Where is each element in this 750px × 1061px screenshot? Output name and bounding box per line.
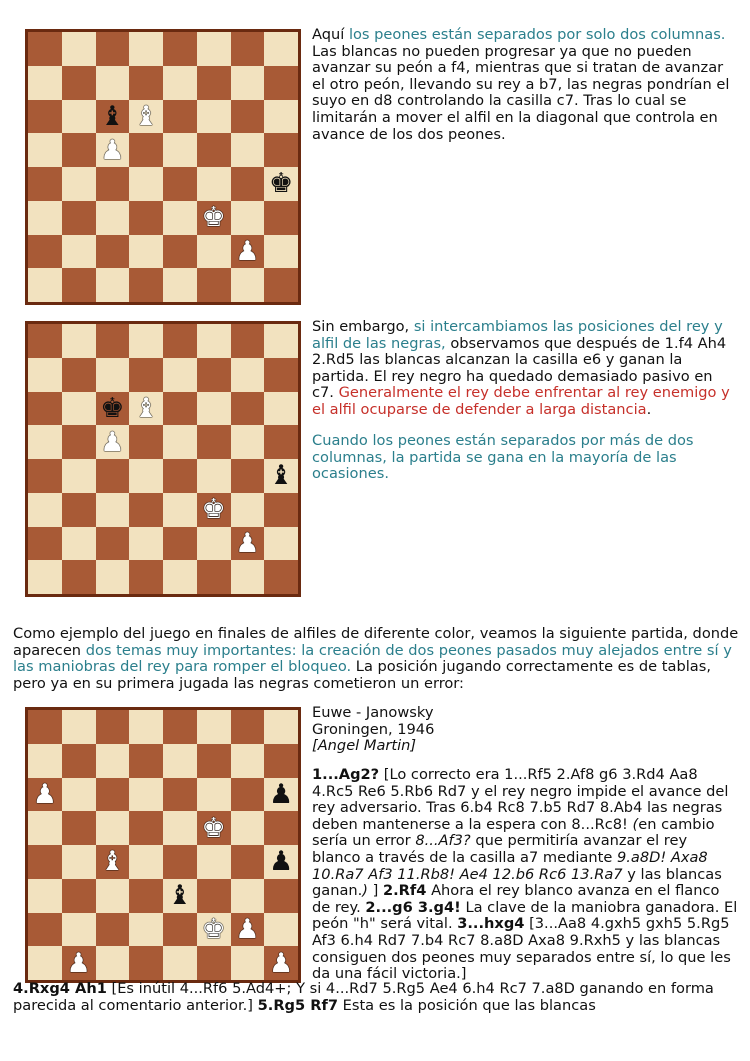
square-d6 [129,778,163,812]
square-d1 [129,946,163,980]
square-c3 [96,201,130,235]
square-a2 [28,913,62,947]
square-g2 [231,913,265,947]
square-b3 [62,493,96,527]
square-a7 [28,358,62,392]
square-f4 [197,167,231,201]
square-h3 [264,493,298,527]
square-b7 [62,66,96,100]
black-pawn-icon: ♟ [269,778,294,810]
comment-7: y las blancas ganan. [312,865,722,900]
square-c7 [96,744,130,778]
square-g5 [231,133,265,167]
square-a6 [28,778,62,812]
black-bishop-icon: ♝ [167,880,192,912]
square-h5 [264,425,298,459]
square-g7 [231,744,265,778]
square-f7 [197,66,231,100]
square-f7 [197,744,231,778]
move-2: 2.Rf4 [382,882,427,900]
square-h8 [264,710,298,744]
white-pawn-icon: ♟ [235,527,260,559]
square-b8 [62,710,96,744]
square-e7 [163,66,197,100]
square-e3 [163,879,197,913]
square-c2 [96,913,130,947]
square-f2 [197,913,231,947]
square-e7 [163,358,197,392]
p4-text-b: La posición jugando correctamente es de tablas, pero ya en su primera jugada las negras cometieron un error: [13,658,711,692]
square-c4 [96,167,130,201]
square-h8 [264,32,298,66]
square-c4 [96,845,130,879]
square-c1 [96,268,130,302]
move-6: 5.Rg5 Rf7 [257,996,338,1014]
square-f2 [197,235,231,269]
game-players: Euwe - Janowsky [312,704,434,721]
square-e6 [163,778,197,812]
white-king-icon: ♚ [201,202,226,234]
square-a6 [28,100,62,134]
square-b5 [62,425,96,459]
square-f4 [197,845,231,879]
square-d7 [129,744,163,778]
square-e4 [163,459,197,493]
square-c5 [96,425,130,459]
black-pawn-icon: ♟ [269,846,294,878]
square-h6 [264,100,298,134]
p2-warning: Generalmente el rey debe enfrentar al rey enemigo y el alfil ocuparse de defender a larga distancia [312,384,730,418]
square-d3 [129,493,163,527]
square-e7 [163,744,197,778]
move-4: 3...hxg4 [457,915,525,933]
square-e3 [163,493,197,527]
square-a3 [28,201,62,235]
comment-4: 8...Af3? [415,832,471,850]
comment-10: Ahora el rey blanco avanza en el flanco de rey. [312,882,720,916]
square-h4 [264,845,298,879]
black-bishop-icon: ♝ [269,460,294,492]
square-g3 [231,201,265,235]
square-b8 [62,324,96,358]
square-b5 [62,811,96,845]
square-d3 [129,879,163,913]
square-h1 [264,560,298,594]
square-h2 [264,527,298,561]
square-g6 [231,100,265,134]
square-a1 [28,268,62,302]
p1-highlight: los peones están separados por solo dos columnas. [348,26,726,43]
square-b3 [62,201,96,235]
square-e8 [163,32,197,66]
square-b2 [62,235,96,269]
square-d5 [129,811,163,845]
square-g8 [231,324,265,358]
square-g4 [231,167,265,201]
white-pawn-icon: ♟ [269,947,294,979]
square-c3 [96,879,130,913]
square-d2 [129,235,163,269]
square-b2 [62,527,96,561]
square-h3 [264,201,298,235]
square-b7 [62,744,96,778]
square-c8 [96,324,130,358]
square-d8 [129,324,163,358]
square-h6 [264,392,298,426]
square-a1 [28,560,62,594]
square-c7 [96,358,130,392]
square-e2 [163,235,197,269]
square-c2 [96,527,130,561]
square-f6 [197,100,231,134]
square-b1 [62,946,96,980]
square-f1 [197,560,231,594]
paragraph-1 [312,27,737,143]
game-moves [312,767,738,983]
square-d4 [129,845,163,879]
square-a2 [28,527,62,561]
square-e6 [163,100,197,134]
square-b3 [62,879,96,913]
square-a8 [28,710,62,744]
square-d6 [129,100,163,134]
square-d5 [129,425,163,459]
square-c6 [96,100,130,134]
square-f6 [197,392,231,426]
square-g1 [231,946,265,980]
square-c3 [96,493,130,527]
square-c1 [96,946,130,980]
square-b6 [62,100,96,134]
square-e5 [163,133,197,167]
square-e2 [163,527,197,561]
white-king-icon: ♚ [201,494,226,526]
square-b6 [62,778,96,812]
square-c2 [96,235,130,269]
comment-2: ( [632,815,639,833]
square-e1 [163,268,197,302]
square-d5 [129,133,163,167]
square-f4 [197,459,231,493]
square-g7 [231,358,265,392]
square-a4 [28,167,62,201]
square-h1 [264,268,298,302]
square-a4 [28,845,62,879]
white-pawn-icon: ♟ [100,426,125,458]
square-c6 [96,778,130,812]
square-d4 [129,459,163,493]
square-g4 [231,845,265,879]
square-f6 [197,778,231,812]
square-g2 [231,527,265,561]
square-b5 [62,133,96,167]
game-annotator: [Angel Martin] [312,737,417,755]
square-a1 [28,946,62,980]
square-h4 [264,167,298,201]
square-f3 [197,493,231,527]
p2-highlight: si intercambiamos las posiciones del rey y alfil de las negras, [312,318,723,352]
square-f5 [197,425,231,459]
square-d8 [129,710,163,744]
square-a5 [28,133,62,167]
comment-11: La clave de la maniobra ganadora. El peón "h" será vital. [312,898,738,933]
square-h7 [264,66,298,100]
square-d2 [129,527,163,561]
square-d8 [129,32,163,66]
square-b1 [62,268,96,302]
square-a7 [28,66,62,100]
move-1: 1...Ag2? [312,766,380,783]
square-b2 [62,913,96,947]
square-b7 [62,358,96,392]
p4-text-a: Como ejemplo del juego en finales de alfiles de diferente color, veamos la siguiente partida, donde aparecen [13,625,739,659]
p2-text-a: Sin embargo, [312,318,414,335]
square-c5 [96,133,130,167]
p2-text-c: . [646,400,652,418]
p2-text-b: observamos que después de 1.f4 Ah4 2.Rd5 las blancas alcanzan la casilla e6 y ganan la partida. El rey negro ha quedado demasiado pasivo en c7. [312,334,727,402]
black-king-icon: ♚ [100,392,125,424]
square-g1 [231,560,265,594]
square-d7 [129,358,163,392]
square-g6 [231,392,265,426]
square-c8 [96,32,130,66]
square-f7 [197,358,231,392]
square-c6 [96,392,130,426]
comment-14: Esta es la posición que las blancas [337,996,596,1014]
square-d1 [129,268,163,302]
comment-13: [Es inútil 4...Rf6 5.Ad4+; Y si 4...Rd7 5.Rg5 Ae4 6.h4 Rc7 7.a8D ganando en forma parecida al comentario anterior.] [13,980,714,1014]
square-g8 [231,32,265,66]
square-d1 [129,560,163,594]
square-d7 [129,66,163,100]
square-f1 [197,268,231,302]
white-pawn-icon: ♟ [66,947,91,979]
white-pawn-icon: ♟ [100,134,125,166]
square-h2 [264,913,298,947]
square-c7 [96,66,130,100]
p1-text-a: Aquí [312,26,349,43]
square-h6 [264,778,298,812]
paragraph-3: Cuando los peones están separados por más de dos columnas, la partida se gana en la mayoría de las ocasiones. [312,432,694,483]
square-a6 [28,392,62,426]
square-f5 [197,133,231,167]
square-f3 [197,201,231,235]
black-bishop-icon: ♝ [100,100,125,132]
square-h7 [264,744,298,778]
p4-highlight: dos temas muy importantes: la creación de dos peones pasados muy alejados entre sí y las maniobras del rey para romper el bloqueo. [13,641,732,676]
square-e2 [163,913,197,947]
move-5: 4.Rxg4 Ah1 [13,980,107,997]
square-e1 [163,560,197,594]
square-f3 [197,879,231,913]
square-e5 [163,425,197,459]
square-b1 [62,560,96,594]
comment-8: ) [362,882,368,900]
square-d6 [129,392,163,426]
square-a2 [28,235,62,269]
square-d4 [129,167,163,201]
white-bishop-icon: ♝ [134,100,159,132]
square-h2 [264,235,298,269]
square-d2 [129,913,163,947]
white-king-icon: ♚ [201,913,226,945]
square-b4 [62,459,96,493]
square-e6 [163,392,197,426]
square-h1 [264,946,298,980]
square-c8 [96,710,130,744]
white-bishop-icon: ♝ [100,846,125,878]
square-a7 [28,744,62,778]
square-h4 [264,459,298,493]
chess-diagram-1 [25,29,301,305]
square-e1 [163,946,197,980]
square-g8 [231,710,265,744]
square-c1 [96,560,130,594]
square-c4 [96,459,130,493]
square-a5 [28,811,62,845]
square-e8 [163,710,197,744]
comment-12: [3...Aa8 4.gxh5 gxh5 5.Rg5 Af3 6.h4 Rd7 7.b4 Rc7 8.a8D Axa8 9.Rxh5 y las blancas consiguen dos peones muy separados entre sí, lo que les da una fácil victoria.] [312,915,731,983]
comment-5: que permitiría avanzar el rey blanco a través de la casilla a7 mediante [312,832,688,866]
white-pawn-icon: ♟ [32,778,57,810]
chess-diagram-3 [25,707,301,983]
white-bishop-icon: ♝ [134,392,159,424]
white-pawn-icon: ♟ [235,235,260,267]
square-g2 [231,235,265,269]
square-h7 [264,358,298,392]
square-a5 [28,425,62,459]
square-a4 [28,459,62,493]
game-moves-continued [13,981,741,1014]
square-h3 [264,879,298,913]
square-g3 [231,879,265,913]
square-d3 [129,201,163,235]
comment-1: [Lo correcto era 1...Rf5 2.Af8 g6 3.Rd4 Aa8 4.Rc5 Re6 5.Rb6 Rd7 y el rey negro impide el avance del rey adversario. Tras 6.b4 Rc8 7.b5 Rd7 8.Ab4 las negras deben mantenerse a la espera con 8...Rc8! [312,766,729,833]
square-a8 [28,324,62,358]
square-h5 [264,811,298,845]
comment-3: en cambio sería un error [312,815,715,850]
square-a8 [28,32,62,66]
move-3: 2...g6 3.g4! [365,898,461,916]
paragraph-2 [312,319,737,419]
square-e5 [163,811,197,845]
comment-6: 9.a8D! Axa8 10.Ra7 Af3 11.Rb8! Ae4 12.b6 Rc6 13.Ra7 [312,848,708,883]
square-e8 [163,324,197,358]
square-g3 [231,493,265,527]
game-event: Groningen, 1946 [312,720,435,738]
p1-text-b: Las blancas no pueden progresar ya que no pueden avanzar su peón a f4, mientras que si tratan de avanzar el otro peón, llevando su rey a b7, las negras pondrían el suyo en d8 controlando la casilla c7. Tras lo cual se limitarán a mover el alfil en la diagonal que controla en avance de los dos peones. [312,42,730,143]
square-e4 [163,167,197,201]
white-pawn-icon: ♟ [235,913,260,945]
square-g4 [231,459,265,493]
square-b6 [62,392,96,426]
square-f5 [197,811,231,845]
chess-diagram-2 [25,321,301,597]
square-g5 [231,425,265,459]
square-g1 [231,268,265,302]
square-f8 [197,32,231,66]
black-king-icon: ♚ [269,168,294,200]
square-f2 [197,527,231,561]
square-h5 [264,133,298,167]
square-c5 [96,811,130,845]
square-g7 [231,66,265,100]
square-b4 [62,167,96,201]
square-e3 [163,201,197,235]
paragraph-4 [13,626,741,692]
square-f8 [197,710,231,744]
white-king-icon: ♚ [201,812,226,844]
square-f1 [197,946,231,980]
comment-9: ] [368,882,383,900]
square-f8 [197,324,231,358]
square-b4 [62,845,96,879]
square-a3 [28,879,62,913]
square-a3 [28,493,62,527]
square-h8 [264,324,298,358]
game-header [312,705,732,755]
square-e4 [163,845,197,879]
square-g5 [231,811,265,845]
square-b8 [62,32,96,66]
square-g6 [231,778,265,812]
